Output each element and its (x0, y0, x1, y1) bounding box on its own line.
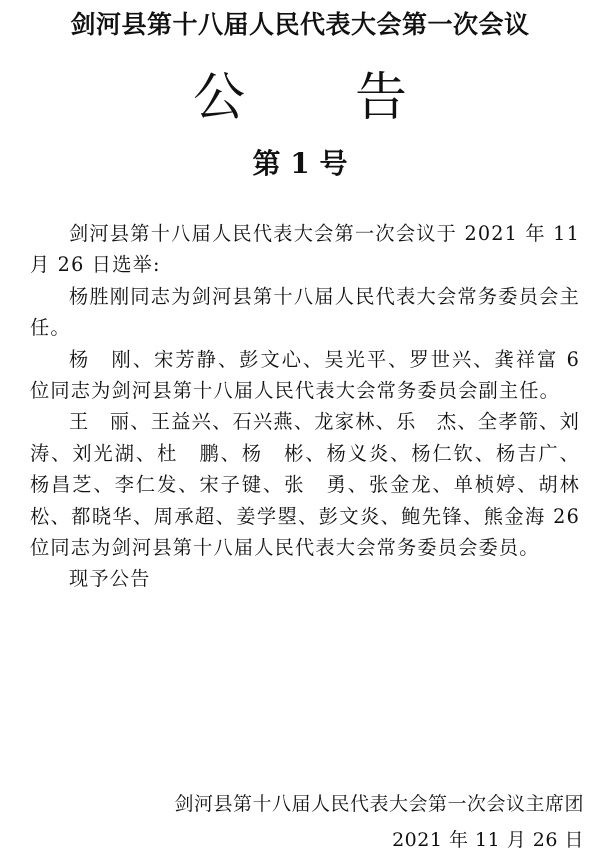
members-paragraph: 王 丽、王益兴、石兴燕、龙家林、乐 杰、全孝箭、刘 涛、刘光湖、杜 鹏、杨 彬、杨义炎、杨仁钦、杨吉广、杨昌芝、李仁发、宋子键、张 勇、张金龙、单桢婷、胡林松、都晓华、周承超、姜学曌、彭文炎、鲍先锋、熊金海 26 位同志为剑河县第十八届人民代表大会常务委员会委员。 (30, 410, 600, 560)
announcement-body (30, 218, 600, 595)
meeting-title: 剑河县第十八届人民代表大会第一次会议 (70, 10, 530, 39)
deputy-directors-paragraph: 杨 刚、宋芳静、彭文心、吴光平、罗世兴、龚祥富 6 位同志为剑河县第十八届人民代表大会常务委员会副主任。 (30, 347, 580, 403)
director-paragraph: 杨胜刚同志为剑河县第十八届人民代表大会常务委员会主任。 (30, 284, 580, 340)
issuer-name: 剑河县第十八届人民代表大会第一次会议主席团 (174, 793, 584, 815)
intro-paragraph: 剑河县第十八届人民代表大会第一次会议于 2021 年 11 月 26 日选举: (30, 222, 580, 277)
announcement-heading-char-1: 公 (192, 68, 245, 128)
issue-date: 2021 年 11 月 26 日 (392, 829, 584, 851)
signature-block (0, 786, 584, 858)
announcement-heading-char-2: 告 (355, 68, 408, 128)
announcement-heading (0, 66, 600, 130)
announcement-number: 第 1 号 (252, 147, 348, 180)
closing-paragraph: 现予公告 (69, 567, 151, 591)
